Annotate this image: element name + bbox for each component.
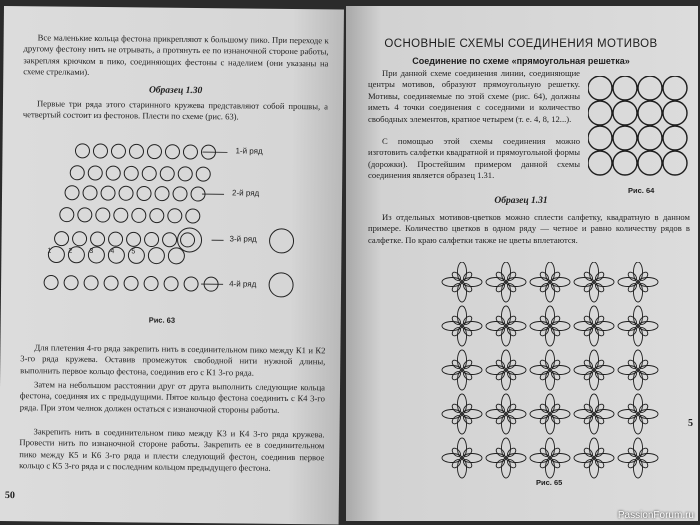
- tatting-ring: [65, 186, 79, 200]
- flower-petal-small: [638, 403, 649, 414]
- tatting-ring: [70, 166, 84, 180]
- flower-petal-small: [550, 326, 561, 337]
- ring-number-4: 4: [110, 248, 115, 256]
- tatting-ring: [132, 208, 146, 222]
- numbered-ring: [168, 248, 184, 264]
- flower-petal-small: [638, 326, 649, 337]
- flower-petal-small: [539, 447, 550, 458]
- large-ring: [269, 273, 293, 297]
- figure-64-diagram: [588, 76, 688, 176]
- flower-petal-small: [583, 282, 594, 293]
- festoon-ring: [184, 277, 198, 291]
- paragraph-row4: Для плетения 4-го ряда закрепить нить в соединительном пико между К1 и К2 3-го ряда кружева. Оставив промежуток свободной нити нужной длины, выполнить первое кольцо фестона, соединив его с К1 3-го ряда.: [20, 342, 326, 378]
- tatting-ring: [119, 186, 133, 200]
- figure-63-diagram: [1, 124, 343, 328]
- flower-petal-small: [539, 370, 550, 381]
- flower-petal: [546, 306, 555, 326]
- flower-petal-small: [594, 282, 605, 293]
- flower-petal-small: [638, 359, 649, 370]
- flower-petal-small: [550, 414, 561, 425]
- motif-circle: [613, 76, 637, 100]
- flower-petal-small: [539, 315, 550, 326]
- tatting-ring: [168, 209, 182, 223]
- flower-petal: [502, 394, 511, 414]
- flower-petal-small: [451, 447, 462, 458]
- flower-petal-small: [594, 315, 605, 326]
- flower-petal-small: [638, 458, 649, 469]
- tatting-ring: [96, 208, 110, 222]
- flower-petal-small: [594, 326, 605, 337]
- flower-petal-small: [506, 271, 517, 282]
- flower-petal-small: [638, 370, 649, 381]
- flower-petal-small: [583, 414, 594, 425]
- flower-petal-small: [462, 359, 473, 370]
- right-page: [346, 6, 698, 521]
- flower-petal-small: [495, 447, 506, 458]
- tatting-ring: [180, 233, 194, 247]
- sample-title-1-31: Образец 1.31: [494, 196, 548, 206]
- motif-circle: [663, 151, 687, 175]
- paragraph-flowers: Из отдельных мотивов-цветков можно сплести салфетку, квадратную в данном примере. Количество цветков в одном ряду — четное и равно количеству рядов в салфетке. По краю салфетки также не цветы вплетаются.: [368, 212, 690, 245]
- motif-circle: [613, 126, 637, 150]
- flower-petal-small: [462, 447, 473, 458]
- flower-petal-small: [506, 282, 517, 293]
- motif-circle: [663, 126, 687, 150]
- tatting-ring: [111, 144, 125, 158]
- ring-number-1: 1: [47, 247, 52, 255]
- chapter-title: ОСНОВНЫЕ СХЕМЫ СОЕДИНЕНИЯ МОТИВОВ: [384, 38, 658, 50]
- flower-petal: [634, 438, 643, 458]
- flower-petal-small: [506, 403, 517, 414]
- flower-petal-small: [506, 447, 517, 458]
- flower-petal-small: [594, 458, 605, 469]
- flower-petal-small: [550, 315, 561, 326]
- tatting-ring: [155, 187, 169, 201]
- flower-petal-small: [451, 282, 462, 293]
- figure-63-guides: [201, 152, 227, 284]
- tatting-ring: [90, 232, 104, 246]
- tatting-ring: [93, 144, 107, 158]
- tatting-ring: [150, 209, 164, 223]
- tatting-ring: [173, 187, 187, 201]
- flower-petal: [546, 394, 555, 414]
- flower-petal-small: [594, 271, 605, 282]
- flower-petal-small: [638, 282, 649, 293]
- tatting-ring: [101, 186, 115, 200]
- tatting-ring: [88, 166, 102, 180]
- flower-petal-small: [594, 447, 605, 458]
- flower-petal-small: [451, 414, 462, 425]
- flower-petal-small: [462, 403, 473, 414]
- flower-petal: [634, 262, 643, 282]
- flower-petal-small: [550, 282, 561, 293]
- tatting-ring: [160, 167, 174, 181]
- flower-petal: [502, 306, 511, 326]
- flower-petal-small: [506, 326, 517, 337]
- section-title: Соединение по схеме «прямоугольная решетка»: [412, 56, 630, 66]
- large-ring: [177, 228, 201, 252]
- flower-petal-small: [462, 458, 473, 469]
- tatting-ring: [183, 145, 197, 159]
- flower-petal-small: [627, 359, 638, 370]
- flower-petal-small: [451, 370, 462, 381]
- tatting-ring: [126, 232, 140, 246]
- ring-number-5: 5: [131, 248, 136, 256]
- motif-circle: [588, 101, 612, 125]
- tatting-ring: [78, 208, 92, 222]
- flower-petal-small: [583, 458, 594, 469]
- tatting-ring: [75, 144, 89, 158]
- flower-petal-small: [539, 414, 550, 425]
- watermark: PassionForum.ru: [617, 510, 694, 521]
- flower-petal-small: [451, 326, 462, 337]
- flower-petal-small: [550, 359, 561, 370]
- flower-petal: [546, 438, 555, 458]
- large-ring: [269, 229, 293, 253]
- flower-petal-small: [627, 414, 638, 425]
- flower-petal: [634, 394, 643, 414]
- flower-petal-small: [462, 326, 473, 337]
- tatting-ring: [196, 167, 210, 181]
- festoon-ring: [104, 276, 118, 290]
- flower-petal-small: [627, 458, 638, 469]
- tatting-ring: [83, 186, 97, 200]
- flower-petal-small: [539, 271, 550, 282]
- flower-petal-small: [451, 315, 462, 326]
- flower-petal: [590, 262, 599, 282]
- paragraph-grid-usage: С помощью этой схемы соединения можно изготовить салфетки квадратной и прямоугольной формы (дорожки). Простейшим примером данной схемы соединения является образец 1.31.: [368, 136, 580, 181]
- tatting-ring: [186, 209, 200, 223]
- flower-petal-small: [462, 282, 473, 293]
- motif-circle: [638, 151, 662, 175]
- flower-petal-small: [506, 414, 517, 425]
- flower-petal-small: [506, 370, 517, 381]
- paragraph-festoon: Затем на небольшом расстоянии друг от друга выполнить следующие кольца фестона, соединяя их с предыдущими. Пятое кольцо фестона соединить с К4 3-го ряда. При этом челнок должен остаться с изнаночной стороны работы.: [19, 379, 326, 415]
- flower-petal-small: [638, 447, 649, 458]
- flower-petal-small: [550, 370, 561, 381]
- figure-63-caption: Рис. 63: [148, 315, 176, 325]
- figure-64-caption: Рис. 64: [628, 186, 655, 195]
- flower-petal-small: [506, 359, 517, 370]
- flower-petal-small: [451, 359, 462, 370]
- motif-circle: [613, 151, 637, 175]
- flower-petal: [502, 438, 511, 458]
- motif-circle: [638, 101, 662, 125]
- flower-petal-small: [539, 458, 550, 469]
- tatting-ring: [178, 167, 192, 181]
- festoon-ring: [44, 275, 58, 289]
- ring-number-2: 2: [68, 247, 73, 255]
- flower-petal: [458, 394, 467, 414]
- tatting-ring: [114, 208, 128, 222]
- flower-petal: [590, 394, 599, 414]
- flower-petal-small: [539, 359, 550, 370]
- flower-petal-small: [506, 458, 517, 469]
- flower-petal-small: [462, 271, 473, 282]
- tatting-ring: [106, 166, 120, 180]
- flower-petal-small: [594, 370, 605, 381]
- flower-petal-small: [495, 414, 506, 425]
- flower-petal-small: [495, 282, 506, 293]
- flower-petal-small: [594, 403, 605, 414]
- flower-petal-small: [495, 271, 506, 282]
- tatting-ring: [142, 166, 156, 180]
- flower-petal-small: [539, 403, 550, 414]
- flower-petal-small: [550, 447, 561, 458]
- flower-petal-small: [451, 271, 462, 282]
- flower-petal-small: [550, 458, 561, 469]
- flower-petal: [458, 262, 467, 282]
- flower-petal-small: [539, 282, 550, 293]
- festoon-ring: [164, 277, 178, 291]
- tatting-ring: [147, 145, 161, 159]
- tatting-ring: [108, 232, 122, 246]
- flower-petal-small: [451, 403, 462, 414]
- motif-circle: [588, 126, 612, 150]
- tatting-ring: [124, 166, 138, 180]
- motif-circle: [638, 126, 662, 150]
- flower-petal-small: [583, 359, 594, 370]
- flower-petal-small: [495, 403, 506, 414]
- flower-petal-small: [462, 370, 473, 381]
- festoon-ring: [124, 276, 138, 290]
- tatting-ring: [162, 233, 176, 247]
- flower-petal-small: [638, 271, 649, 282]
- row-label-3: 3-й ряд: [229, 234, 257, 244]
- row-label-2: 2-й ряд: [232, 188, 260, 198]
- flower-petal-small: [495, 458, 506, 469]
- festoon-ring: [144, 276, 158, 290]
- flower-petal: [546, 350, 555, 370]
- motif-circle: [613, 101, 637, 125]
- flower-petal: [590, 306, 599, 326]
- motif-circle: [588, 151, 612, 175]
- tatting-ring: [137, 186, 151, 200]
- flower-petal: [458, 306, 467, 326]
- tatting-ring: [129, 144, 143, 158]
- flower-petal: [458, 438, 467, 458]
- tatting-ring: [165, 145, 179, 159]
- flower-petal: [458, 350, 467, 370]
- flower-petal-small: [638, 414, 649, 425]
- numbered-ring: [148, 248, 164, 264]
- figure-65-diagram: [432, 262, 662, 482]
- flower-petal-small: [550, 403, 561, 414]
- flower-petal-small: [583, 315, 594, 326]
- left-page: [0, 6, 344, 525]
- flower-petal-small: [495, 326, 506, 337]
- flower-petal: [546, 262, 555, 282]
- paragraph-join: Закрепить нить в соединительном пико между К3 и К4 3-го ряда кружева. Провести нить по изнаночной стороне работы. Закрепить ее в соединительном пико между К5 и К6 3-го ряда и плести следующий фестон, соединив первое кольцо с К5 3-го ряда и с последним кольцом предыдущего фестона.: [19, 426, 325, 474]
- flower-petal: [590, 438, 599, 458]
- tatting-ring: [60, 208, 74, 222]
- flower-petal-small: [495, 370, 506, 381]
- figure-65-caption: Рис. 65: [536, 478, 563, 487]
- flower-petal-small: [594, 414, 605, 425]
- flower-petal-small: [550, 271, 561, 282]
- flower-petal-small: [462, 414, 473, 425]
- sample-title-1-30: Образец 1.30: [148, 85, 203, 97]
- flower-petal-small: [627, 271, 638, 282]
- festoon-ring: [84, 276, 98, 290]
- motif-circle: [638, 76, 662, 100]
- motif-circle: [663, 101, 687, 125]
- right-page-number: 5: [688, 418, 693, 429]
- flower-petal-small: [594, 359, 605, 370]
- row-label-4: 4-й ряд: [229, 279, 257, 289]
- flower-petal-small: [583, 370, 594, 381]
- flower-petal: [502, 262, 511, 282]
- flower-petal-small: [495, 315, 506, 326]
- flower-petal-small: [451, 458, 462, 469]
- flower-petal: [634, 350, 643, 370]
- flower-petal-small: [627, 315, 638, 326]
- paragraph-grid-scheme: При данной схеме соединения линии, соединяющие центры мотивов, образуют прямоугольную решетку. Мотивы, соединяемые по этой схеме (рис. 64), должны иметь 4 точки соединения с соседними и количество свободных элементов, кратное четырем (т. е. 4, 8, 12...).: [368, 68, 580, 124]
- ring-number-3: 3: [89, 247, 94, 255]
- flower-petal-small: [583, 271, 594, 282]
- intro-paragraph: Все маленькие кольца фестона прикрепляют к большому пико. При переходе к другому фестону нить не отрывать, а протянуть ее по изнаночной стороне работы, закрепляя крючком в пико, соединяющих фестоны с наделием (они указаны на схеме стрелками).: [23, 32, 329, 78]
- motif-circle: [663, 76, 687, 100]
- paragraph-sample-1-30: Первые три ряда этого старинного кружева представляют собой прошвы, а четвертый состоит из фестонов. Плести по схеме (рис. 63).: [22, 98, 329, 122]
- flower-petal: [502, 350, 511, 370]
- motif-circle: [588, 76, 612, 100]
- flower-petal-small: [638, 315, 649, 326]
- flower-petal-small: [506, 315, 517, 326]
- flower-petal: [590, 350, 599, 370]
- flower-petal-small: [627, 403, 638, 414]
- flower-petal-small: [583, 447, 594, 458]
- row-label-1: 1-й ряд: [235, 146, 263, 156]
- left-page-number: 50: [4, 490, 15, 502]
- flower-petal-small: [583, 403, 594, 414]
- tatting-ring: [54, 232, 68, 246]
- flower-petal-small: [627, 282, 638, 293]
- tatting-ring: [144, 232, 158, 246]
- festoon-ring: [64, 276, 78, 290]
- tatting-ring: [72, 232, 86, 246]
- flower-petal-small: [583, 326, 594, 337]
- flower-petal: [634, 306, 643, 326]
- flower-petal-small: [627, 326, 638, 337]
- flower-petal-small: [539, 326, 550, 337]
- flower-petal-small: [495, 359, 506, 370]
- flower-petal-small: [462, 315, 473, 326]
- flower-petal-small: [627, 447, 638, 458]
- flower-petal-small: [627, 370, 638, 381]
